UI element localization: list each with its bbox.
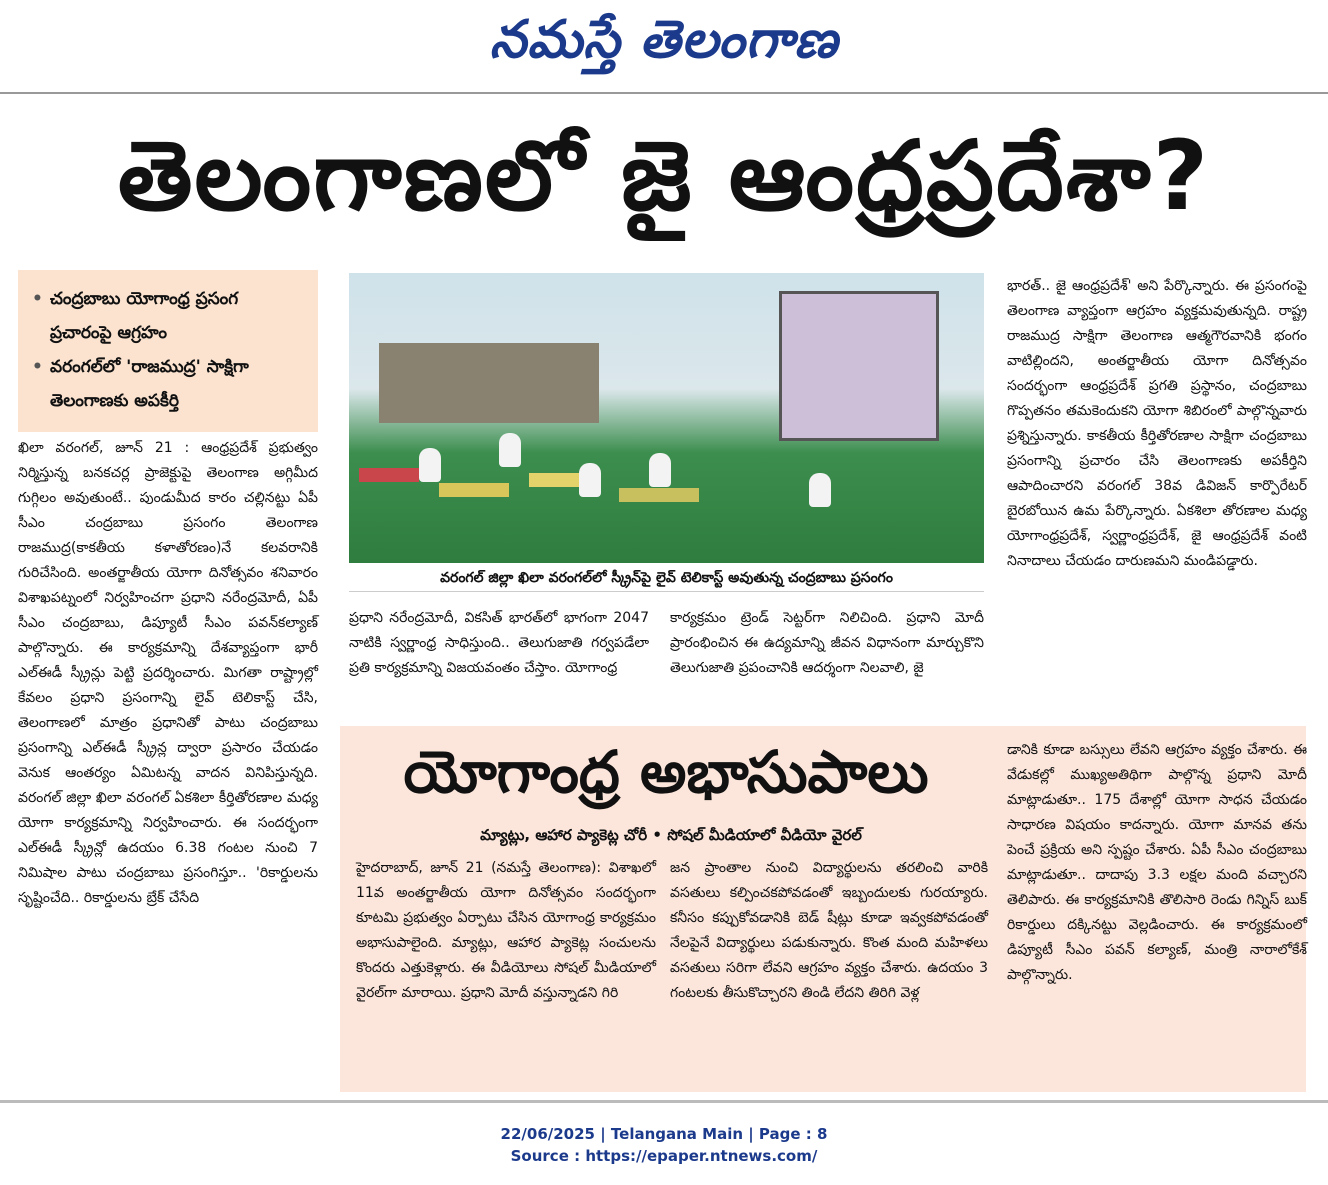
yoga-participant: [809, 473, 831, 507]
yoga-participant: [499, 433, 521, 467]
yoga-mat: [359, 468, 419, 482]
footer-source-link[interactable]: Source : https://epaper.ntnews.com/: [510, 1147, 818, 1165]
yoga-participant: [419, 448, 441, 482]
article-column-3: కార్యక్రమం ట్రెండ్ సెట్టర్‌గా నిలిచింది. ప్రధాని మోదీ ప్రారంభించిన ఈ ఉద్యమాన్ని జీవన విధానంగా మార్చుకొని తెలుగుజాతి ప్రపంచానికి ఆదర్శంగా నిలవాలి, జై: [670, 610, 984, 676]
article-column-1: ఖిలా వరంగల్, జూన్ 21 : ఆంధ్రప్రదేశ్ ప్రభుత్వం నిర్మిస్తున్న బనకచర్ల ప్రాజెక్టుపై తెలంగాణ అగ్గిమీద గుగ్గిలం అవుతుంటే.. పుండుమీద కారం చల్లినట్టు ఏపీ సీఎం చంద్రబాబు ప్రసంగం తెలంగాణ రాజముద్ర(కాకతీయ కళాతోరణం)నే కలవరానికి గురిచేసింది. అంతర్జాతీయ యోగా దినోత్సవం శనివారం విశాఖపట్నంలో నిర్వహించగా ప్రధాని నరేంద్రమోదీ, ఏపీ సీఎం చంద్రబాబు, డిప్యూటీ సీఎం పవన్‌కల్యాణ్ పాల్గొన్నారు. ఈ కార్యక్రమాన్ని దేశవ్యాప్తంగా భారీ ఎల్ఈడీ స్క్రీన్లు పెట్టి ప్రదర్శించారు. మిగతా రాష్ట్రాల్లో కేవలం ప్రధాని ప్రసంగాన్ని లైవ్ టెలికాస్ట్ చేసి, తెలంగాణలో మాత్రం ప్రధానితో పాటు చంద్రబాబు ప్రసంగాన్ని ఎల్ఈడీ స్క్రీన్ల ద్వారా ప్రసారం చేయడం వెనుక ఆంతర్యం ఏమిటన్న వాదన వినిపిస్తున్నది. వరంగల్ జిల్లా ఖిలా వరంగల్ ఏకశిలా కీర్తితోరణాల మధ్య యోగా కార్యక్రమాన్ని నిర్వహించారు. ఈ సందర్భంగా ఎల్ఈడీ స్క్రీన్లో ఉదయం 6.38 గంటల నుంచి 7 నిమిషాల పాటు చంద్రబాబు ప్రసంగిస్తూ.. 'రికార్డులను సృష్టించేది.. రికార్డులను బ్రేక్ చేసేది: [18, 440, 318, 906]
sub-headline: యోగాంధ్ర అభాసుపాలు: [403, 738, 929, 806]
sub-article-column-2: జన ప్రాంతాల నుంచి విద్యార్థులను తరలించి వారికి వసతులు కల్పించకపోవడంతో ఇబ్బందులకు గురయ్యారు. కనీసం కప్పుకోవడానికి బెడ్ షీట్లు కూడా ఇవ్వకపోవడంతో నేలపైనే విద్యార్థులు పడుకున్నారు. కొంత మంది మహిళలు వసతులు సరిగా లేవని ఆగ్రహం వ్యక్తం చేశారు. ఉదయం 3 గంటలకు తీసుకొచ్చారని తిండి లేదని తిరిగి వెళ్ల: [670, 860, 988, 1001]
footer: [0, 1123, 1328, 1167]
highlight-text: వరంగల్‌లో 'రాజముద్ర' సాక్షిగా తెలంగాణకు అపకీర్తి: [50, 357, 249, 411]
highlight-item: [32, 282, 304, 350]
yoga-participant: [579, 463, 601, 497]
highlight-item: [32, 350, 304, 418]
photo-caption: వరంగల్ జిల్లా ఖిలా వరంగల్‌లో స్క్రీన్‌పై లైవ్ టెలికాస్ట్ అవుతున్న చంద్రబాబు ప్రసంగం: [349, 564, 984, 592]
footer-divider: [0, 1100, 1328, 1103]
bullet-icon: •: [32, 357, 43, 377]
main-headline: తెలంగాణలో జై ఆంధ్రప్రదేశా?: [117, 120, 1211, 232]
fort-ruins: [379, 343, 599, 423]
article-column-right: భారత్.. జై ఆంధ్రప్రదేశ్' అని పేర్కొన్నారు. ఈ ప్రసంగంపై తెలంగాణ వ్యాప్తంగా ఆగ్రహం వ్యక్తమవుతున్నది. రాష్ట్ర రాజముద్ర సాక్షిగా తెలంగాణ ఆత్మగౌరవానికి భంగం వాటిల్లిందని, అంతర్జాతీయ యోగా దినోత్సవం సందర్భంగా ఆంధ్రప్రదేశ్ ప్రగతి ప్రస్థానం, చంద్రబాబు గొప్పతనం తమకెందుకని యోగా శిబిరంలో పాల్గొన్నవారు ప్రశ్నిస్తున్నారు. కాకతీయ కీర్తితోరణాల సాక్షిగా చంద్రబాబు ప్రసంగాన్ని ప్రచారం చేసి తెలంగాణకు అపకీర్తిని ఆపాదించారని వరంగల్ 38వ డివిజన్ కార్పొరేటర్ బైరబోయిన ఉమ పేర్కొన్నారు. ఏకశిలా తోరణాల మధ్య యోగాంధ్రప్రదేశ్, స్వర్ణాంధ్రప్రదేశ్, జై ఆంధ్రప్రదేశ్ వంటి నినాదాలు చేయడం దారుణమని మండిపడ్డారు.: [1007, 278, 1307, 569]
yoga-mat: [439, 483, 509, 497]
newspaper-logo: నమస్తే తెలంగాణ: [489, 10, 839, 70]
highlight-text: చంద్రబాబు యోగాంధ్ర ప్రసంగ ప్రచారంపై ఆగ్రహం: [50, 289, 239, 343]
highlights-box: [18, 270, 318, 432]
article-column-2: ప్రధాని నరేంద్రమోదీ, వికసిత్ భారత్‌లో భాగంగా 2047 నాటికి స్వర్ణాంధ్ర సాధిస్తుంది.. తెలుగుజాతి గర్వపడేలా ప్రతి కార్యక్రమాన్ని విజయవంతం చేస్తాం. యోగాంధ్ర: [349, 610, 649, 676]
bullet-icon: •: [32, 289, 43, 309]
sub-deck: మ్యాట్లు, ఆహార ప్యాకెట్ల చోరీ • సోషల్ మీడియాలో వీడియో వైరల్: [480, 826, 862, 844]
masthead-divider: [0, 92, 1328, 94]
news-photo: [349, 273, 984, 563]
yoga-participant: [649, 453, 671, 487]
sub-article-column-3: డానికి కూడా బస్సులు లేవని ఆగ్రహం వ్యక్తం చేశారు. ఈ వేడుకల్లో ముఖ్యఅతిథిగా పాల్గొన్న ప్రధాని మోదీ మాట్లాడుతూ.. 175 దేశాల్లో యోగా సాధన చేయడం సాధారణ విషయం కాదన్నారు. యోగా మానవ తను పెంచే ప్రక్రియ అని స్పష్టం చేశారు. ఏపీ సీఎం చంద్రబాబు మాట్లాడుతూ.. దాదాపు 3.3 లక్షల మంది వచ్చారని తెలిపారు. ఈ కార్యక్రమానికి తొలిసారి రెండు గిన్నిస్ బుక్ రికార్డులు దక్కినట్టు వెల్లడించారు. ఈ కార్యక్రమంలో డిప్యూటీ సీఎం పవన్ కల్యాణ్, మంత్రి నారాలోకేశ్ పాల్గొన్నారు.: [1007, 742, 1307, 983]
footer-date-page: 22/06/2025 | Telangana Main | Page : 8: [500, 1125, 828, 1143]
sub-article-column-1: హైదరాబాద్, జూన్ 21 (నమస్తే తెలంగాణ): విశాఖలో 11వ అంతర్జాతీయ యోగా దినోత్సవం సందర్భంగా కూటమి ప్రభుత్వం ఏర్పాటు చేసిన యోగాంధ్ర కార్యక్రమం అభాసుపాలైంది. మ్యాట్లు, ఆహార ప్యాకెట్ల సంచులను కొందరు ఎత్తుకెళ్లారు. ఈ వీడియోలు సోషల్ మీడియాలో వైరల్‌గా మారాయి. ప్రధాని మోదీ వస్తున్నాడని గిరి: [356, 860, 656, 1001]
led-screen: [779, 291, 939, 441]
yoga-mat: [619, 488, 699, 502]
masthead: [0, 0, 1328, 90]
